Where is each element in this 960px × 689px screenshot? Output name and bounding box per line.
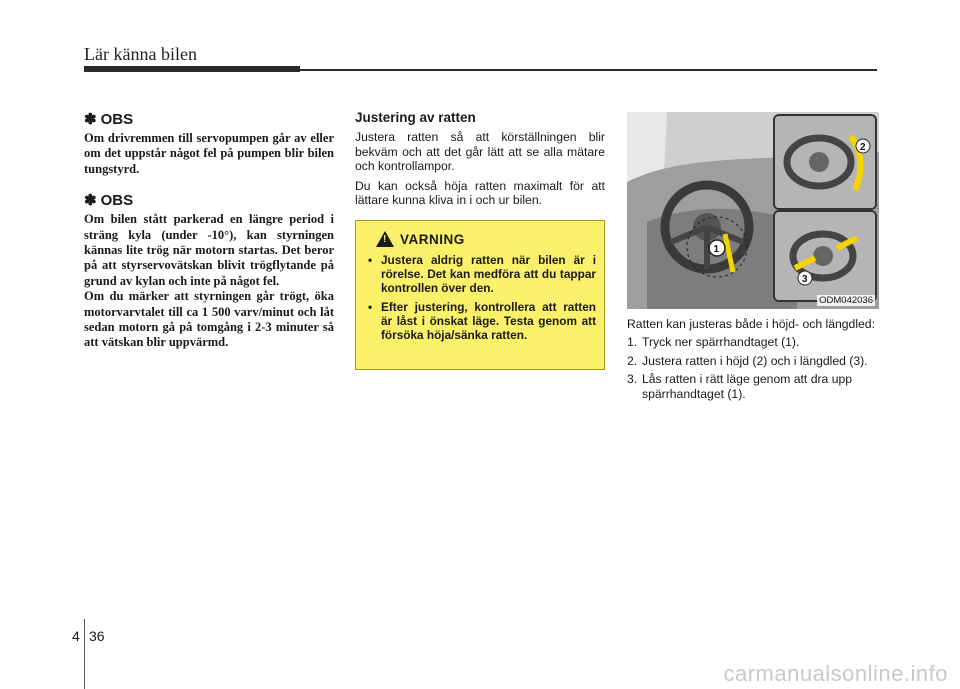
- figure-label-3: 3: [802, 274, 808, 285]
- section-paragraph: Justera ratten så att körställningen blir bekväm och att det går lätt att se alla mätare och kontrollampor.: [355, 130, 605, 173]
- left-column: [84, 110, 334, 351]
- warning-triangle-icon: !: [376, 231, 394, 247]
- middle-column: [355, 110, 605, 213]
- inset-length-adjust: [773, 210, 877, 302]
- procedure-step: 3. Lås ratten i rätt läge genom att dra upp spärrhandtaget (1).: [627, 372, 853, 401]
- procedure: [627, 317, 879, 401]
- chapter-title: Lär känna bilen: [84, 44, 197, 64]
- inset-height-adjust: [773, 114, 877, 210]
- note-text: Om du märker att styrningen går trögt, öka motorvarvtalet till ca 1 500 varv/minut och låt sedan motorn gå på tomgång i 2-3 minuter så att vätskan blir uppvärmd.: [84, 289, 334, 350]
- right-column: [627, 112, 879, 405]
- note-text: Om bilen stått parkerad en längre period i sträng kyla (under -10°), kan styrningen kännas lite trög när motorn startas. Det beror på att styrservovätskan blivit trögflytande på grund av kylan och inte på något fel.: [84, 212, 334, 288]
- note-block-2: [84, 191, 334, 351]
- warning-title: VARNING: [400, 231, 465, 247]
- procedure-step: 2. Justera ratten i höjd (2) och i längdled (3).: [627, 353, 868, 368]
- asterisk-icon: ✽: [84, 111, 97, 128]
- figure-label-1: 1: [713, 244, 720, 255]
- figure-code: ODM042036: [819, 295, 873, 306]
- footer-chapter-number: 4: [72, 628, 80, 644]
- warning-list: [366, 253, 596, 342]
- footer-divider: [84, 619, 85, 689]
- note-heading: OBS: [100, 191, 134, 209]
- warning-item: • Efter justering, kontrollera att ratten är låst i önskat läge. Testa genom att försöka höja/sänka ratten.: [368, 299, 596, 343]
- note-block-1: [84, 110, 334, 177]
- header-rule-thick: [84, 66, 300, 72]
- watermark: carmanualsonline.info: [723, 661, 948, 686]
- section-paragraph: Du kan också höja ratten maximalt för att lättare kunna kliva in i och ur bilen.: [355, 178, 605, 207]
- asterisk-icon: ✽: [84, 192, 97, 210]
- footer-page-number: 36: [89, 628, 105, 644]
- warning-item: • Justera aldrig ratten när bilen är i rörelse. Det kan medföra att du tappar kontrollen över den.: [368, 253, 596, 296]
- figure-label-2: 2: [860, 142, 866, 153]
- note-heading: OBS: [100, 110, 134, 128]
- procedure-intro: Ratten kan justeras både i höjd- och längdled:: [627, 317, 875, 331]
- section-heading: Justering av ratten: [355, 110, 476, 125]
- procedure-step: 1. Tryck ner spärrhandtaget (1).: [627, 335, 800, 350]
- warning-box: [355, 220, 605, 370]
- steering-figure: [627, 112, 879, 309]
- header-rule-thin: [300, 69, 877, 71]
- procedure-steps: [627, 335, 879, 401]
- note-text: Om drivremmen till servopumpen går av eller om det uppstår något fel på pumpen blir bilen tungstyrd.: [84, 131, 334, 176]
